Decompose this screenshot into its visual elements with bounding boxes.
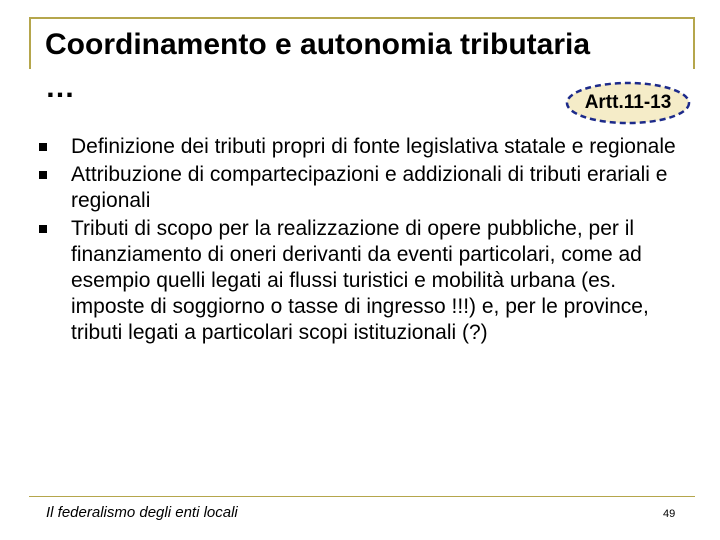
bullet-text: Definizione dei tributi propri di fonte legislativa statale e regionale [71,135,676,158]
badge-label: Artt.11-13 [584,92,672,113]
bullet-text: Attribuzione di compartecipazioni e addizionali di tributi erariali e regionali [71,163,668,212]
bullet-item [38,216,678,346]
slide-title: Coordinamento e autonomia tributaria [45,28,591,61]
bullet-item [38,134,678,160]
footer-rule [29,496,695,497]
footer-title: Il federalismo degli enti locali [46,504,238,521]
bullet-text: Tributi di scopo per la realizzazione di opere pubbliche, per il finanziamento di oneri derivanti da eventi particolari, come ad esempio quelli legati ai flussi turistici e mobilità urbana (es. imposte di soggiorno o tasse di ingresso !!!) e, per le province, tributi legati a particolari scopi istituzionali (?) [71,217,649,344]
bullet-list [38,134,678,348]
page-number: 49 [663,508,676,520]
title-frame-top-rule [29,17,695,19]
title-frame-left-rule [29,17,31,69]
square-bullet-icon [39,143,47,151]
slide-title-continuation: … [45,71,75,104]
title-frame-right-rule [693,17,695,69]
bullet-item [38,162,678,214]
square-bullet-icon [39,171,47,179]
articles-badge [565,81,691,125]
square-bullet-icon [39,225,47,233]
